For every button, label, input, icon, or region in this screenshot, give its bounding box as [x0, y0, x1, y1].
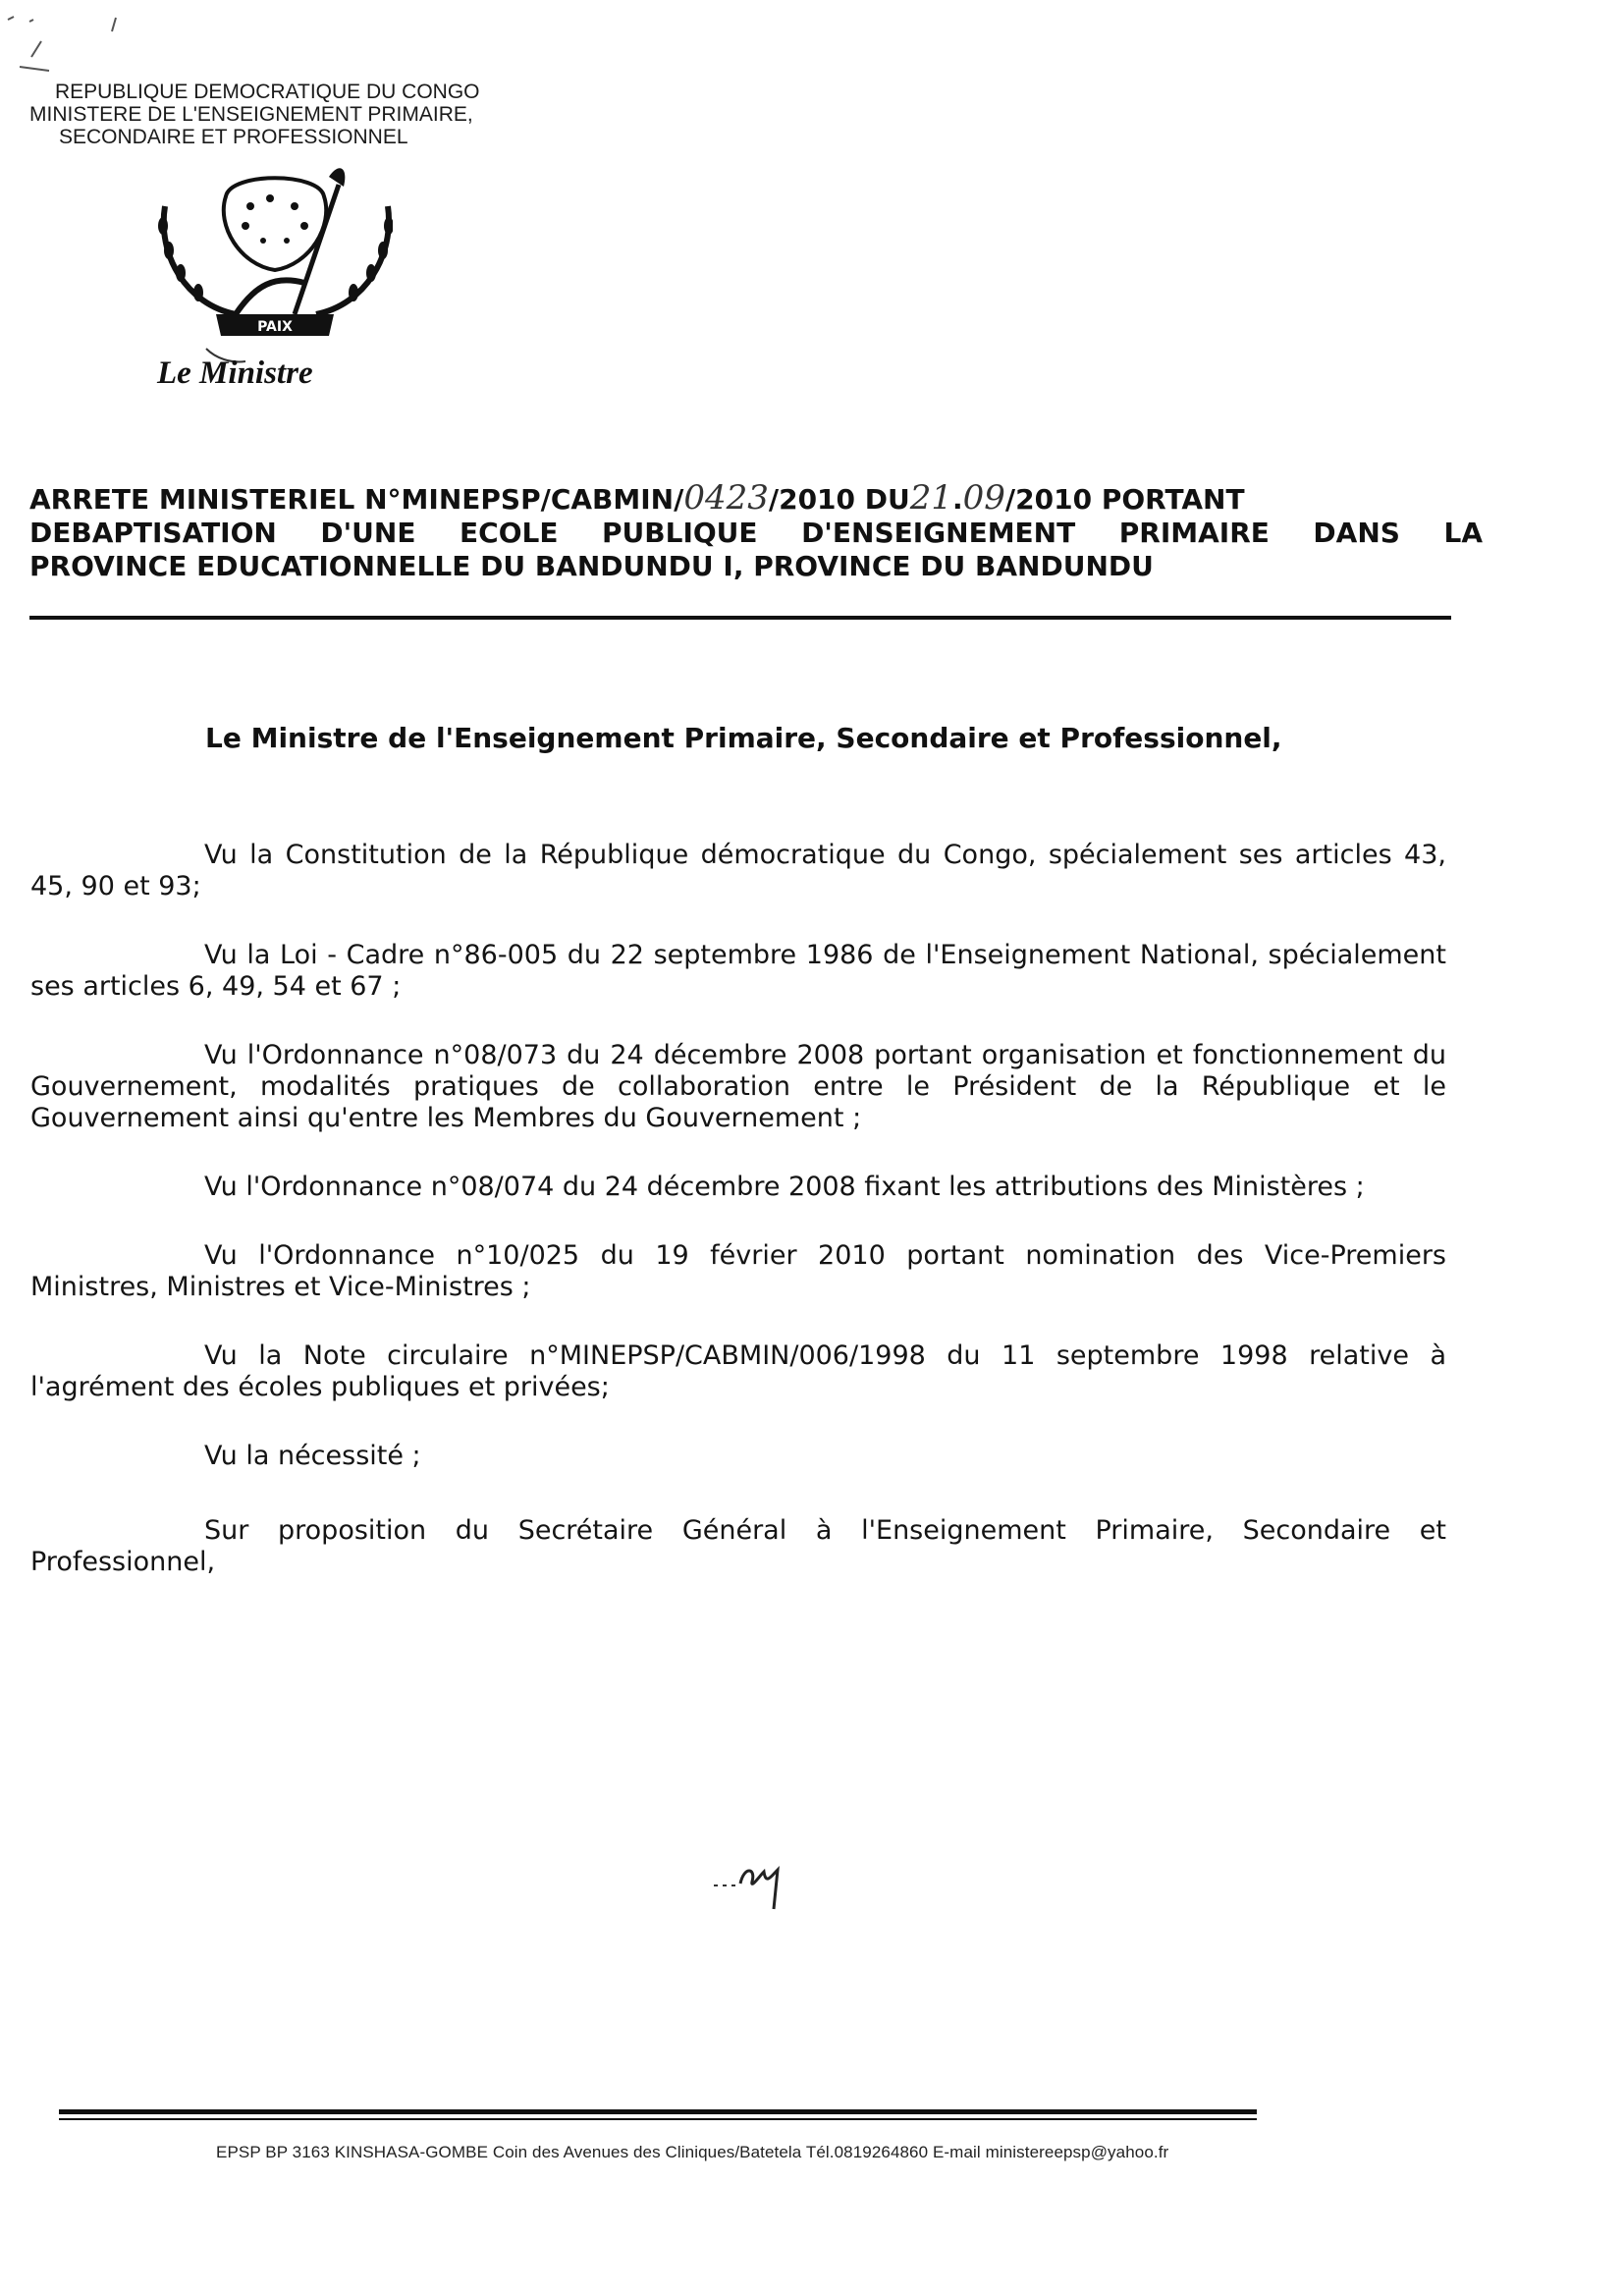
preamble-paragraph: Sur proposition du Secrétaire Général à l'Enseignement Primaire, Secondaire et Professionnel, — [30, 1515, 1446, 1577]
preamble-paragraph: Vu l'Ordonnance n°08/073 du 24 décembre 2008 portant organisation et fonctionnement du Gouvernement, modalités pratiques de collaboration entre le Président de la République et le Gouvernement ainsi qu'entre les Membres du Gouvernement ; — [30, 1040, 1446, 1133]
preamble-paragraph: Vu la Loi - Cadre n°86-005 du 22 septembre 1986 de l'Enseignement National, spécialement ses articles 6, 49, 54 et 67 ; — [30, 940, 1446, 1002]
decree-title-line-1 — [29, 478, 1483, 518]
preamble-paragraph: Vu l'Ordonnance n°08/074 du 24 décembre 2008 fixant les attributions des Ministères ; — [204, 1172, 1365, 1202]
letterhead-ministry-cont: SECONDAIRE ET PROFESSIONNEL — [59, 126, 408, 148]
decree-number-handwritten: 0423 — [683, 478, 769, 518]
scan-marks — [0, 0, 137, 88]
preamble-paragraph: Vu l'Ordonnance n°10/025 du 19 février 2010 portant nomination des Vice-Premiers Ministres, Ministres et Vice-Ministres ; — [30, 1240, 1446, 1302]
coat-of-arms-emblem — [147, 167, 393, 363]
preamble-paragraph: Vu la Constitution de la République démocratique du Congo, spécialement ses articles 43, 45, 90 et 93; — [30, 840, 1446, 901]
decree-title — [29, 478, 1483, 583]
decree-title-first-line — [29, 478, 1245, 518]
decree-title-line-2: DEBAPTISATION D'UNE ECOLE PUBLIQUE D'ENSEIGNEMENT PRIMAIRE DANS LA — [29, 517, 1483, 549]
letterhead-ministry: MINISTERE DE L'ENSEIGNEMENT PRIMAIRE, — [29, 103, 473, 126]
decree-day-handwritten: 21 — [909, 478, 953, 518]
letterhead-country: REPUBLIQUE DEMOCRATIQUE DU CONGO — [55, 81, 480, 103]
letterhead — [29, 81, 579, 148]
decree-date-separator: . — [952, 483, 963, 516]
title-divider — [29, 616, 1451, 620]
minister-title: Le Ministre — [157, 355, 313, 391]
preamble-paragraph: Vu la nécessité ; — [204, 1441, 421, 1471]
footer-divider-thick — [59, 2109, 1257, 2114]
footer-divider-thin — [59, 2118, 1257, 2120]
issuing-authority: Le Ministre de l'Enseignement Primaire, Secondaire et Professionnel, — [205, 722, 1282, 754]
decree-month-handwritten: 09 — [962, 478, 1005, 518]
decree-year-portant: /2010 PORTANT — [1004, 483, 1245, 516]
preamble — [30, 840, 1446, 1615]
decree-ref-prefix: ARRETE MINISTERIEL N°MINEPSP/CABMIN/ — [29, 483, 684, 516]
emblem-motto: PAIX — [257, 319, 293, 335]
decree-title-line-3: PROVINCE EDUCATIONNELLE DU BANDUNDU I, PROVINCE DU BANDUNDU — [29, 550, 1154, 582]
decree-date-prefix: /2010 DU — [768, 483, 910, 516]
handwritten-initials — [709, 1846, 797, 1915]
footer-contact: EPSP BP 3163 KINSHASA-GOMBE Coin des Avenues des Cliniques/Batetela Tél.0819264860 E-mail ministereepsp@yahoo.fr — [216, 2143, 1169, 2161]
preamble-paragraph: Vu la Note circulaire n°MINEPSP/CABMIN/006/1998 du 11 septembre 1998 relative à l'agrément des écoles publiques et privées; — [30, 1340, 1446, 1402]
